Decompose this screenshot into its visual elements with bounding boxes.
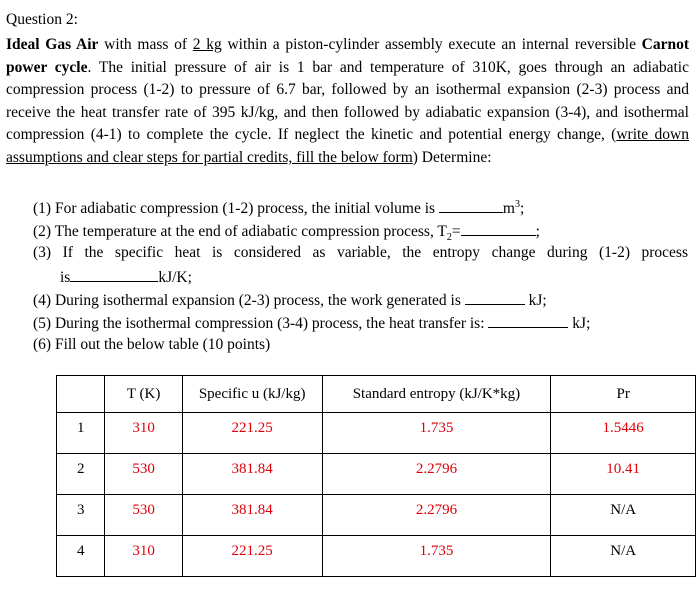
- state-number: 2: [57, 454, 105, 495]
- table-cell: N/A: [551, 495, 696, 536]
- answer-blank-1[interactable]: [439, 198, 503, 213]
- table-cell: 10.41: [551, 454, 696, 495]
- mass-value: 2 kg: [192, 36, 222, 53]
- table-row: [57, 536, 696, 577]
- para-text-3: . The initial pressure of air is 1 bar and temperature of 310K, goes through an adiabatic compression process (1-2) to pressure of 6.7 bar, followed by an isothermal expansion (2-3) process and receive the heat transfer rate of 395 kJ/kg, and then followed by adiabatic expansion (3-4), and isothermal compression (4-1) to complete the cycle. If neglect the kinetic and potential energy change, (: [6, 58, 689, 144]
- table-header-cell: Standard entropy (kJ/K*kg): [322, 376, 551, 413]
- table-cell: 2.2796: [322, 495, 551, 536]
- para-text-2: within a piston-cylinder assembly execute an internal reversible: [221, 36, 642, 53]
- question-paragraph: [6, 34, 689, 170]
- table-header-cell: [57, 376, 105, 413]
- para-text-4: ) Determine:: [412, 148, 492, 166]
- item-3: (3) If the specific heat is considered as variable, the entropy change during (1-2) process: [33, 244, 688, 261]
- answer-blank-2[interactable]: [461, 221, 536, 236]
- table-header-cell: Pr: [551, 376, 696, 413]
- answer-blank-5[interactable]: [488, 313, 568, 328]
- table-cell: 310: [105, 536, 182, 577]
- carnot-cycle-text: Carnot power cycle: [6, 36, 690, 76]
- table-header-cell: Specific u (kJ/kg): [182, 376, 322, 413]
- instructions-underlined: write down assumptions and clear steps for partial credits, fill the below form: [6, 126, 689, 166]
- item-2: (2) The temperature at the end of adiabatic compression process, $T_2=$ ;: [33, 223, 540, 244]
- para-text-1: with mass of: [98, 36, 193, 53]
- table-cell: 2.2796: [322, 454, 551, 495]
- answer-blank-4[interactable]: [465, 290, 525, 305]
- state-number: 3: [57, 495, 105, 536]
- item-5: (5) During the isothermal compression (3-4) process, the heat transfer is: kJ;: [33, 315, 591, 332]
- table-cell: 1.735: [322, 536, 551, 577]
- question-heading: Question 2:: [6, 11, 78, 28]
- answer-blank-3[interactable]: [70, 267, 158, 282]
- table-cell: 221.25: [182, 413, 322, 454]
- item-3-cont: is kJ/K;: [60, 269, 192, 286]
- table-cell: 310: [105, 413, 182, 454]
- state-number: 4: [57, 536, 105, 577]
- item-6: (6) Fill out the below table (10 points): [33, 336, 271, 353]
- table-header-cell: T (K): [105, 376, 182, 413]
- table-cell: N/A: [551, 536, 696, 577]
- table-cell: 530: [105, 454, 182, 495]
- item-4: (4) During isothermal expansion (2-3) process, the work generated is kJ;: [33, 292, 547, 309]
- table-cell: 1.735: [322, 413, 551, 454]
- item-1: (1) For adiabatic compression (1-2) process, the initial volume is $m^3$;: [33, 198, 525, 217]
- table-row: [57, 495, 696, 536]
- property-table: [56, 375, 696, 577]
- table-row: [57, 454, 696, 495]
- state-number: 1: [57, 413, 105, 454]
- table-header-row: [57, 376, 696, 413]
- table-row: [57, 413, 696, 454]
- table-cell: 221.25: [182, 536, 322, 577]
- table-cell: 530: [105, 495, 182, 536]
- table-cell: 381.84: [182, 495, 322, 536]
- ideal-gas-air-text: Ideal Gas Air: [6, 36, 99, 53]
- table-cell: 1.5446: [551, 413, 696, 454]
- table-cell: 381.84: [182, 454, 322, 495]
